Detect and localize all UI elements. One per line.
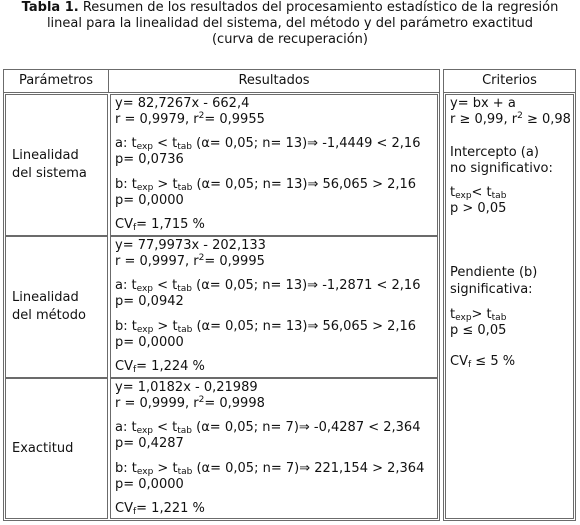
exactitud-test-a-p: p= 0,4287 — [115, 436, 184, 451]
sistema-equation: y= 82,7267x - 662,4 — [115, 96, 250, 111]
criteria-intercept-test — [450, 185, 506, 201]
exactitud-a-rest: (α= 0,05; n= 7)⇒ -0,4287 < 2,364 — [192, 420, 421, 435]
sistema-b-prefix: b: t — [115, 177, 137, 192]
exactitud-cv — [115, 501, 205, 517]
criteria-intercept-p: p > 0,05 — [450, 201, 507, 216]
exactitud-b-prefix: b: t — [115, 461, 137, 476]
header-resultados: Resultados — [238, 73, 310, 88]
caption-line-1: Resumen de los resultados del procesamiento estadístico de la regresión — [78, 0, 559, 15]
sistema-cv-rest: = 1,715 % — [136, 217, 205, 232]
metodo-test-a — [115, 278, 420, 294]
exactitud-equation: y= 1,0182x - 0,21989 — [115, 380, 258, 395]
exactitud-cv-rest: = 1,221 % — [136, 501, 205, 516]
exactitud-a-sub2: tab — [177, 426, 193, 436]
criteria-r2-crit: ≥ 0,98 — [526, 112, 571, 127]
criteria-cv-prefix: CV — [450, 354, 468, 369]
criteria-sb-prefix: t — [450, 307, 456, 322]
metodo-b-rest: (α= 0,05; n= 13)⇒ 56,065 > 2,16 — [192, 319, 417, 334]
metodo-test-b-p: p= 0,0000 — [115, 335, 184, 350]
criteria-ia-prefix: t — [450, 185, 456, 200]
sistema-cv-prefix: CV — [115, 217, 133, 232]
header-parametros: Parámetros — [18, 73, 94, 88]
exactitud-a-mid: < t — [153, 420, 178, 435]
metodo-cv-rest: = 1,224 % — [136, 359, 205, 374]
metodo-test-b — [115, 319, 416, 335]
metodo-a-rest: (α= 0,05; n= 13)⇒ -1,2871 < 2,16 — [192, 278, 421, 293]
sistema-test-b-p: p= 0,0000 — [115, 193, 184, 208]
exactitud-b-mid: > t — [153, 461, 178, 476]
criteria-sb-sub1: exp — [455, 313, 472, 323]
metodo-cv-sub: f — [132, 365, 137, 375]
sistema-test-b — [115, 177, 416, 193]
sistema-test-a — [115, 136, 420, 152]
sistema-r2-val: = 0,9955 — [204, 112, 265, 127]
criteria-cv — [450, 354, 515, 370]
exactitud-r2-sup: 2 — [198, 395, 205, 405]
criteria-intercept-line2: no significativo: — [450, 161, 553, 176]
criteria-ia-mid: < t — [471, 185, 492, 200]
criteria-r — [450, 112, 571, 128]
criteria-r2-sup: 2 — [517, 111, 523, 121]
metodo-r-values — [115, 254, 265, 270]
sistema-b-mid: > t — [153, 177, 178, 192]
exactitud-r2-val: = 0,9998 — [204, 396, 265, 411]
metodo-b-prefix: b: t — [115, 319, 137, 334]
sistema-a-sub1: exp — [136, 142, 153, 152]
criteria-slope-line2: significativa: — [450, 282, 533, 297]
metodo-r-text: r = 0,9997, r — [115, 254, 199, 269]
param-label-metodo — [12, 289, 86, 325]
param-metodo-line2: del método — [12, 308, 86, 323]
metodo-b-sub1: exp — [136, 325, 154, 335]
metodo-cv — [115, 359, 205, 375]
exactitud-test-b — [115, 461, 424, 477]
exactitud-r-values — [115, 396, 265, 412]
exactitud-cv-prefix: CV — [115, 501, 133, 516]
param-label-exactitud — [12, 440, 73, 458]
sistema-test-a-p: p= 0,0736 — [115, 152, 184, 167]
sistema-r-values — [115, 112, 265, 128]
param-sistema-line2: del sistema — [12, 166, 87, 181]
exactitud-b-sub2: tab — [177, 467, 193, 477]
criteria-sb-sub2: tab — [491, 313, 507, 323]
criteria-cv-sub: f — [467, 360, 472, 370]
criteria-sb-mid: > t — [471, 307, 492, 322]
exactitud-test-a — [115, 420, 420, 436]
sistema-b-rest: (α= 0,05; n= 13)⇒ 56,065 > 2,16 — [192, 177, 417, 192]
param-metodo-line1: Linealidad — [12, 290, 79, 305]
exactitud-a-sub1: exp — [136, 426, 153, 436]
criteria-slope-line1: Pendiente (b) — [450, 265, 538, 280]
sistema-a-prefix: a: t — [115, 136, 137, 151]
criteria-slope-p: p ≤ 0,05 — [450, 323, 507, 338]
param-exactitud-line1: Exactitud — [12, 441, 74, 456]
param-label-sistema — [12, 147, 87, 183]
caption-lead: Tabla 1. — [21, 0, 79, 15]
metodo-a-mid: < t — [153, 278, 178, 293]
header-divider-right — [444, 92, 575, 93]
metodo-cv-prefix: CV — [115, 359, 133, 374]
metodo-a-sub1: exp — [136, 284, 153, 294]
criteria-r-text: r ≥ 0,99, r — [450, 112, 518, 127]
exactitud-a-prefix: a: t — [115, 420, 137, 435]
exactitud-b-rest: (α= 0,05; n= 7)⇒ 221,154 > 2,364 — [192, 461, 425, 476]
sistema-a-sub2: tab — [177, 142, 193, 152]
metodo-r2-sup: 2 — [198, 253, 205, 263]
sistema-a-rest: (α= 0,05; n= 13)⇒ -1,4449 < 2,16 — [192, 136, 421, 151]
metodo-test-a-p: p= 0,0942 — [115, 294, 184, 309]
header-criterios: Criterios — [482, 73, 537, 88]
header-divider-left — [4, 92, 439, 93]
caption-line-2: lineal para la linealidad del sistema, del método y del parámetro exactitud — [46, 16, 534, 31]
param-sistema-line1: Linealidad — [12, 148, 79, 163]
metodo-r2-val: = 0,9995 — [204, 254, 265, 269]
criteria-ia-sub2: tab — [491, 191, 507, 201]
metodo-a-prefix: a: t — [115, 278, 137, 293]
sistema-b-sub2: tab — [177, 183, 193, 193]
sistema-r-text: r = 0,9979, r — [115, 112, 199, 127]
sistema-cv — [115, 217, 205, 233]
exactitud-test-b-p: p= 0,0000 — [115, 477, 184, 492]
sistema-cv-sub: f — [132, 223, 137, 233]
metodo-b-mid: > t — [153, 319, 178, 334]
exactitud-cv-sub: f — [132, 507, 137, 517]
metodo-equation: y= 77,9973x - 202,133 — [115, 238, 266, 253]
caption-line-3: (curva de recuperación) — [211, 32, 368, 47]
criteria-ia-sub1: exp — [455, 191, 472, 201]
exactitud-b-sub1: exp — [136, 467, 154, 477]
table-caption — [0, 0, 580, 48]
criteria-slope-test — [450, 307, 506, 323]
sistema-a-mid: < t — [153, 136, 178, 151]
metodo-a-sub2: tab — [177, 284, 193, 294]
criteria-model: y= bx + a — [450, 96, 516, 111]
metodo-b-sub2: tab — [177, 325, 193, 335]
sistema-b-sub1: exp — [136, 183, 154, 193]
criteria-intercept-line1: Intercepto (a) — [450, 145, 539, 160]
exactitud-r-text: r = 0,9999, r — [115, 396, 199, 411]
criteria-cv-rest: ≤ 5 % — [471, 354, 516, 369]
sistema-r2-sup: 2 — [198, 111, 205, 121]
